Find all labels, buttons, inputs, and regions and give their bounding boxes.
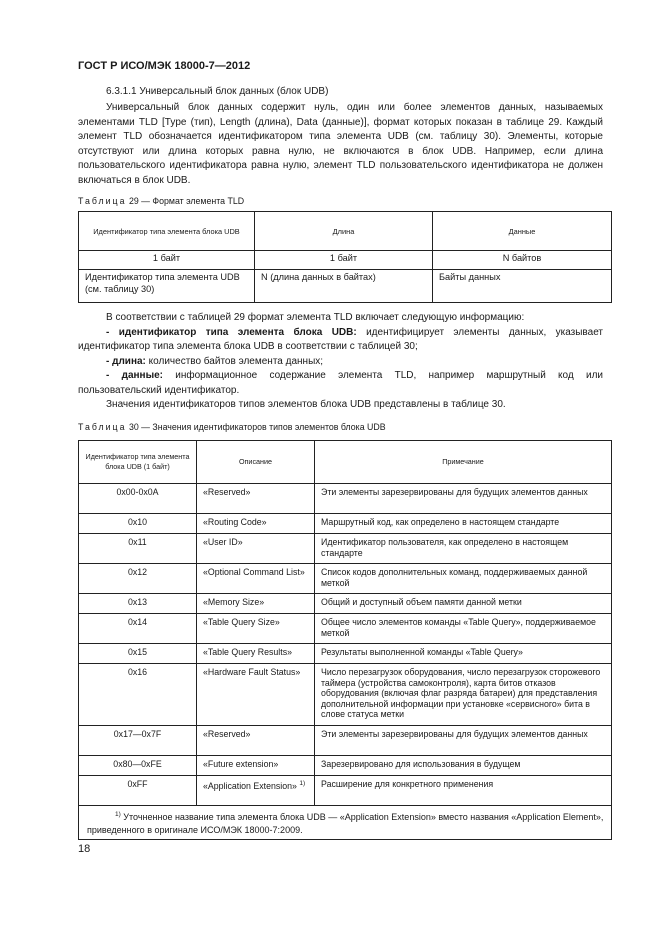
cell-text: «Optional Command List» <box>203 567 305 577</box>
intro-text: Универсальный блок данных содержит нуль, один или более элементов данных, называемых элементами TLD [Type (тип), Length (длина), Data (данные)], формат которых показан в таблице 29. Каждый элемент TLD обозначается идентификатором типа элемента UDB (см. таблицу 30). Элементы, которые отсутствуют или длина которых равна нулю, не включаются в блок UDB. Например, если длина пользовательского идентификатора равна нулю, элемент TLD пользовательского идентификатора не должен включаться в блок UDB. <box>78 102 603 186</box>
table-row <box>79 270 612 303</box>
cell-text: Расширение для конкретного применения <box>321 779 494 789</box>
cell-text: 0x12 <box>127 567 148 577</box>
table-row <box>79 726 612 756</box>
cell-text: Общий и доступный объем памяти данной метки <box>321 597 522 607</box>
table-row <box>79 756 612 776</box>
table-cell <box>79 756 197 776</box>
table-cell <box>315 726 612 756</box>
header-cell: Описание <box>197 441 315 484</box>
header-cell: Идентификатор типа элемента блока UDB <box>79 212 255 251</box>
table-row <box>79 664 612 726</box>
bullet-text: идентифицирует элементы данных, указывает идентификатор типа элемента блока UDB в соответствии с таблицей 30; <box>78 326 603 352</box>
table-row <box>79 251 612 270</box>
cell-text: 0x16 <box>127 667 148 677</box>
cell-text: «Memory Size» <box>203 597 265 607</box>
cell-text: 0x80—0xFE <box>113 759 162 769</box>
table-cell <box>315 614 612 644</box>
table-cell <box>197 534 315 564</box>
table-cell <box>79 726 197 756</box>
cell-text: 0xFF <box>127 779 148 789</box>
table-cell: Байты данных <box>433 270 612 303</box>
table-cell <box>197 594 315 614</box>
table-cell: Идентификатор типа элемента UDB (см. таблицу 30) <box>79 270 255 303</box>
cell-text: 0x11 <box>128 537 147 547</box>
format-description <box>78 311 603 413</box>
table-cell <box>197 644 315 664</box>
table-cell <box>79 664 197 726</box>
table-row <box>79 594 612 614</box>
table-cell <box>315 514 612 534</box>
bullet-label: - данные: <box>106 370 164 381</box>
table-cell <box>79 644 197 664</box>
cell-text: 0x15 <box>127 647 148 657</box>
table30-caption-word: Таблица <box>78 422 127 432</box>
footnote-row <box>79 806 612 840</box>
format-intro: В соответствии с таблицей 29 формат элемента TLD включает следующую информацию: <box>106 312 525 323</box>
table-cell <box>315 776 612 806</box>
table-cell <box>79 564 197 594</box>
table-cell <box>197 514 315 534</box>
table-footnote <box>79 806 612 840</box>
table-cell <box>79 776 197 806</box>
table-cell: 1 байт <box>255 251 433 270</box>
footnote-mark: 1) <box>115 811 121 818</box>
header-cell: Длина <box>255 212 433 251</box>
cell-text: 0x10 <box>127 517 148 527</box>
cell-text: Эти элементы зарезервированы для будущих элементов данных <box>321 729 588 739</box>
table29-caption <box>78 196 244 206</box>
bullet-text: количество байтов элемента данных; <box>145 355 324 367</box>
section-heading: 6.3.1.1 Универсальный блок данных (блок UDB) <box>106 86 329 97</box>
cell-text: Результаты выполненной команды «Table Query» <box>321 647 523 657</box>
table-header-row <box>79 212 612 251</box>
table-cell: N (длина данных в байтах) <box>255 270 433 303</box>
udb-type-table <box>78 440 612 840</box>
table-cell <box>79 484 197 514</box>
table-cell: 1 байт <box>79 251 255 270</box>
cell-text: Зарезервировано для использования в будущем <box>321 759 521 769</box>
table-cell <box>79 514 197 534</box>
cell-text: Общее число элементов команды «Table Query», поддерживаемое меткой <box>321 617 596 638</box>
bullet-label: - идентификатор типа элемента блока UDB: <box>106 326 357 338</box>
table-row <box>79 534 612 564</box>
table-cell <box>315 484 612 514</box>
table-cell <box>315 594 612 614</box>
footnote-ref: 1) <box>299 780 306 787</box>
table-cell <box>197 726 315 756</box>
table30-caption <box>78 422 386 432</box>
cell-text: «Application Extension» <box>203 780 297 791</box>
table-cell <box>197 564 315 594</box>
values-intro: Значения идентификаторов типов элементов блока UDB представлены в таблице 30. <box>106 399 506 410</box>
table-cell <box>315 564 612 594</box>
cell-text: Список кодов дополнительных команд, поддерживаемых данной меткой <box>321 567 588 588</box>
cell-text: «Table Query Size» <box>203 617 280 627</box>
cell-text: «Future extension» <box>203 759 279 769</box>
intro-paragraph <box>78 101 603 188</box>
table-cell <box>315 644 612 664</box>
table-cell <box>197 664 315 726</box>
cell-text: 0x14 <box>127 617 148 627</box>
table-row <box>79 564 612 594</box>
cell-text: Эти элементы зарезервированы для будущих элементов данных <box>321 487 588 497</box>
table30-caption-text: 30 — Значения идентификаторов типов элементов блока UDB <box>128 422 386 432</box>
cell-text: «Table Query Results» <box>203 647 292 657</box>
cell-text: 0x00-0x0A <box>116 487 159 497</box>
cell-text: 0x17—0x7F <box>113 729 162 739</box>
table-row <box>79 514 612 534</box>
table29-caption-word: Таблица <box>78 196 127 206</box>
bullet-data <box>78 369 603 398</box>
bullet-text: информационное содержание элемента TLD, например маршрутный код или пользовательский идентификатор. <box>78 370 603 396</box>
header-cell: Данные <box>433 212 612 251</box>
table-cell <box>79 614 197 644</box>
table-cell <box>197 484 315 514</box>
table-cell: N байтов <box>433 251 612 270</box>
cell-text: Число перезагрузок оборудования, число перезагрузок сторожевого таймера (устройства самоконтроля), карта битов отказов оборудования (включая флаг разряда батареи) для представления дополнительной информации при установке «сервисного» бита в слове статуса метки <box>321 667 601 719</box>
tld-format-table <box>78 211 612 303</box>
table29-caption-text: 29 — Формат элемента TLD <box>128 196 245 206</box>
table-cell <box>315 664 612 726</box>
table-row <box>79 484 612 514</box>
cell-text: Маршрутный код, как определено в настоящем стандарте <box>321 517 560 527</box>
footnote-text: Уточненное название типа элемента блока UDB — «Application Extension» вместо названия «Application Element», приведенного в оригинале ИСО/МЭК 18000-7:2009. <box>87 812 604 835</box>
table-cell <box>197 776 315 806</box>
table-cell <box>315 534 612 564</box>
table-cell <box>79 594 197 614</box>
header-cell: Примечание <box>315 441 612 484</box>
table-row <box>79 614 612 644</box>
table-cell <box>315 756 612 776</box>
table-row <box>79 776 612 806</box>
cell-text: «Reserved» <box>203 487 251 497</box>
cell-text: «User ID» <box>203 537 243 547</box>
header-cell: Идентификатор типа элемента блока UDB (1 байт) <box>79 441 197 484</box>
bullet-label: - длина: <box>106 355 146 367</box>
document-header: ГОСТ Р ИСО/МЭК 18000-7—2012 <box>78 60 251 72</box>
page-number: 18 <box>78 843 91 855</box>
table-row <box>79 644 612 664</box>
bullet-type-id <box>78 326 603 355</box>
cell-text: «Hardware Fault Status» <box>203 667 301 677</box>
table-cell <box>197 756 315 776</box>
bullet-length <box>78 355 603 370</box>
cell-text: «Routing Code» <box>203 517 267 527</box>
table-cell <box>79 534 197 564</box>
table-header-row <box>79 441 612 484</box>
cell-text: 0x13 <box>127 597 148 607</box>
table-cell <box>197 614 315 644</box>
cell-text: «Reserved» <box>203 729 251 739</box>
cell-text: Идентификатор пользователя, как определено в настоящем стандарте <box>321 537 569 558</box>
